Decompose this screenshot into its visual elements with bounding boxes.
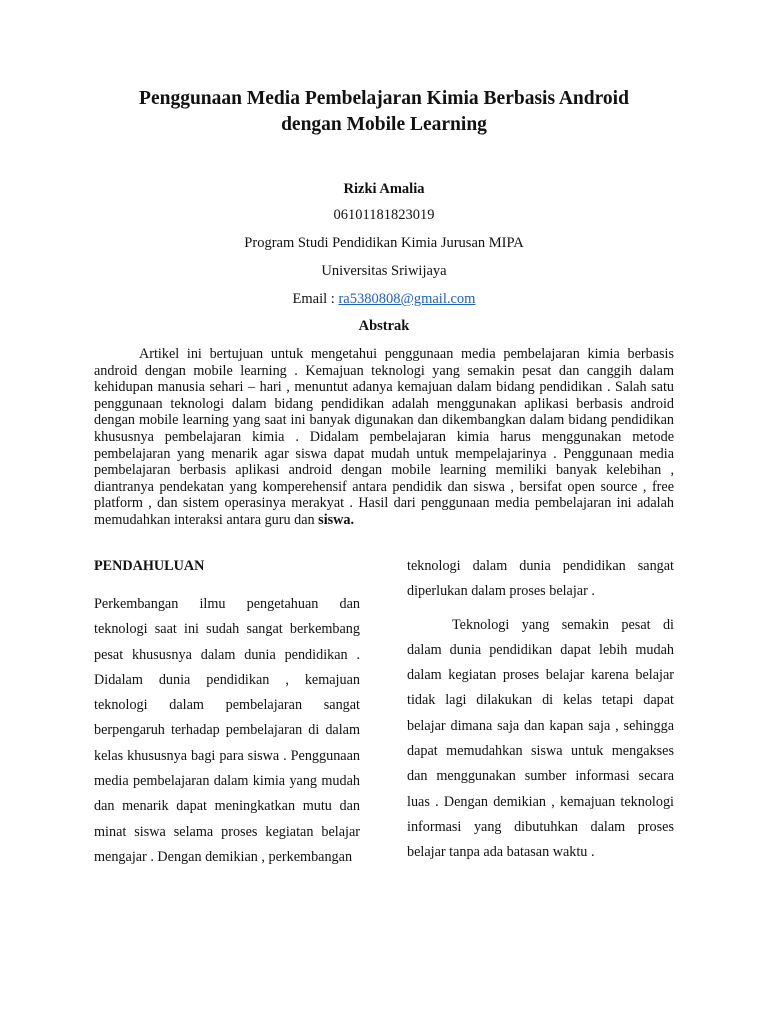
abstract-heading: Abstrak	[358, 318, 410, 334]
abstract-body	[94, 346, 674, 529]
left-column	[94, 554, 360, 870]
title-line-2: dengan Mobile Learning	[281, 114, 487, 135]
left-paragraph: Perkembangan ilmu pengetahuan dan teknologi saat ini sudah sangat berkembang pesat khususnya dalam dunia pendidikan . Didalam dunia pendidikan , kemajuan teknologi dalam pembelajaran sangat berpengaruh terhadap pembelajaran di dalam kelas khususnya bagi para siswa . Penggunaan media pembelajaran dalam kimia yang mudah dan menarik dapat meningkatkan mutu dan minat siswa selama proses kegiatan belajar mengajar . Dengan demikian , perkembangan	[94, 596, 360, 865]
abstract-tail: siswa.	[318, 511, 355, 528]
email-label: Email :	[292, 291, 339, 307]
section-heading-pendahuluan: PENDAHULUAN	[94, 558, 205, 574]
title-line-1: Penggunaan Media Pembelajaran Kimia Berbasis Android	[139, 88, 629, 109]
university: Universitas Sriwijaya	[321, 263, 447, 279]
right-paragraph-2: Teknologi yang semakin pesat di dalam dunia pendidikan dapat lebih mudah dalam kegiatan proses belajar karena belajar tidak lagi dilakukan di kelas tetapi dapat belajar dimana saja dan kapan saja , sehingga dapat memudahkan siswa untuk mengakses dan menggunakan sumber informasi secara luas . Dengan demikian , kemajuan teknologi informasi yang dibutuhkan dalam proses belajar tanpa ada batasan waktu .	[407, 616, 674, 861]
author-name: Rizki Amalia	[343, 181, 425, 197]
paper-title	[60, 86, 708, 138]
right-column	[407, 554, 674, 866]
right-paragraph-1: teknologi dalam dunia pendidikan sangat diperlukan dalam proses belajar .	[407, 558, 674, 600]
abstract-text: Artikel ini bertujuan untuk mengetahui penggunaan media pembelajaran kimia berbasis android dengan mobile learning . Kemajuan teknologi yang semakin pesat dan canggih dalam kehidupan manusia sehari – hari , menuntut adanya kemajuan dalam bidang pendidikan . Salah satu penggunaan teknologi dalam bidang pendidikan adalah menggunakan aplikasi berbasis android dengan mobile learning yang saat ini banyak digunakan dan dikembangkan dalam bidang pendidikan khususnya pembelajaran kimia . Didalam pembelajaran kimia harus menggunakan metode pembelajaran yang menarik agar siswa dapat mudah untuk mempelajarinya . Penggunaan media pembelajaran berbasis aplikasi android dengan mobile learning memiliki banyak kelebihan , diantranya pendekatan yang komperehensif antara pendidik dan siswa , bersifat open source , free platform , dan sistem operasinya merakyat . Hasil dari penggunaan media pembelajaran ini adalah memudahkan interaksi antara guru dan	[94, 346, 674, 528]
email-link[interactable]: ra5380808@gmail.com	[338, 291, 476, 307]
email-line	[60, 290, 708, 308]
student-id: 06101181823019	[333, 207, 435, 223]
study-program: Program Studi Pendidikan Kimia Jurusan MIPA	[244, 235, 524, 251]
